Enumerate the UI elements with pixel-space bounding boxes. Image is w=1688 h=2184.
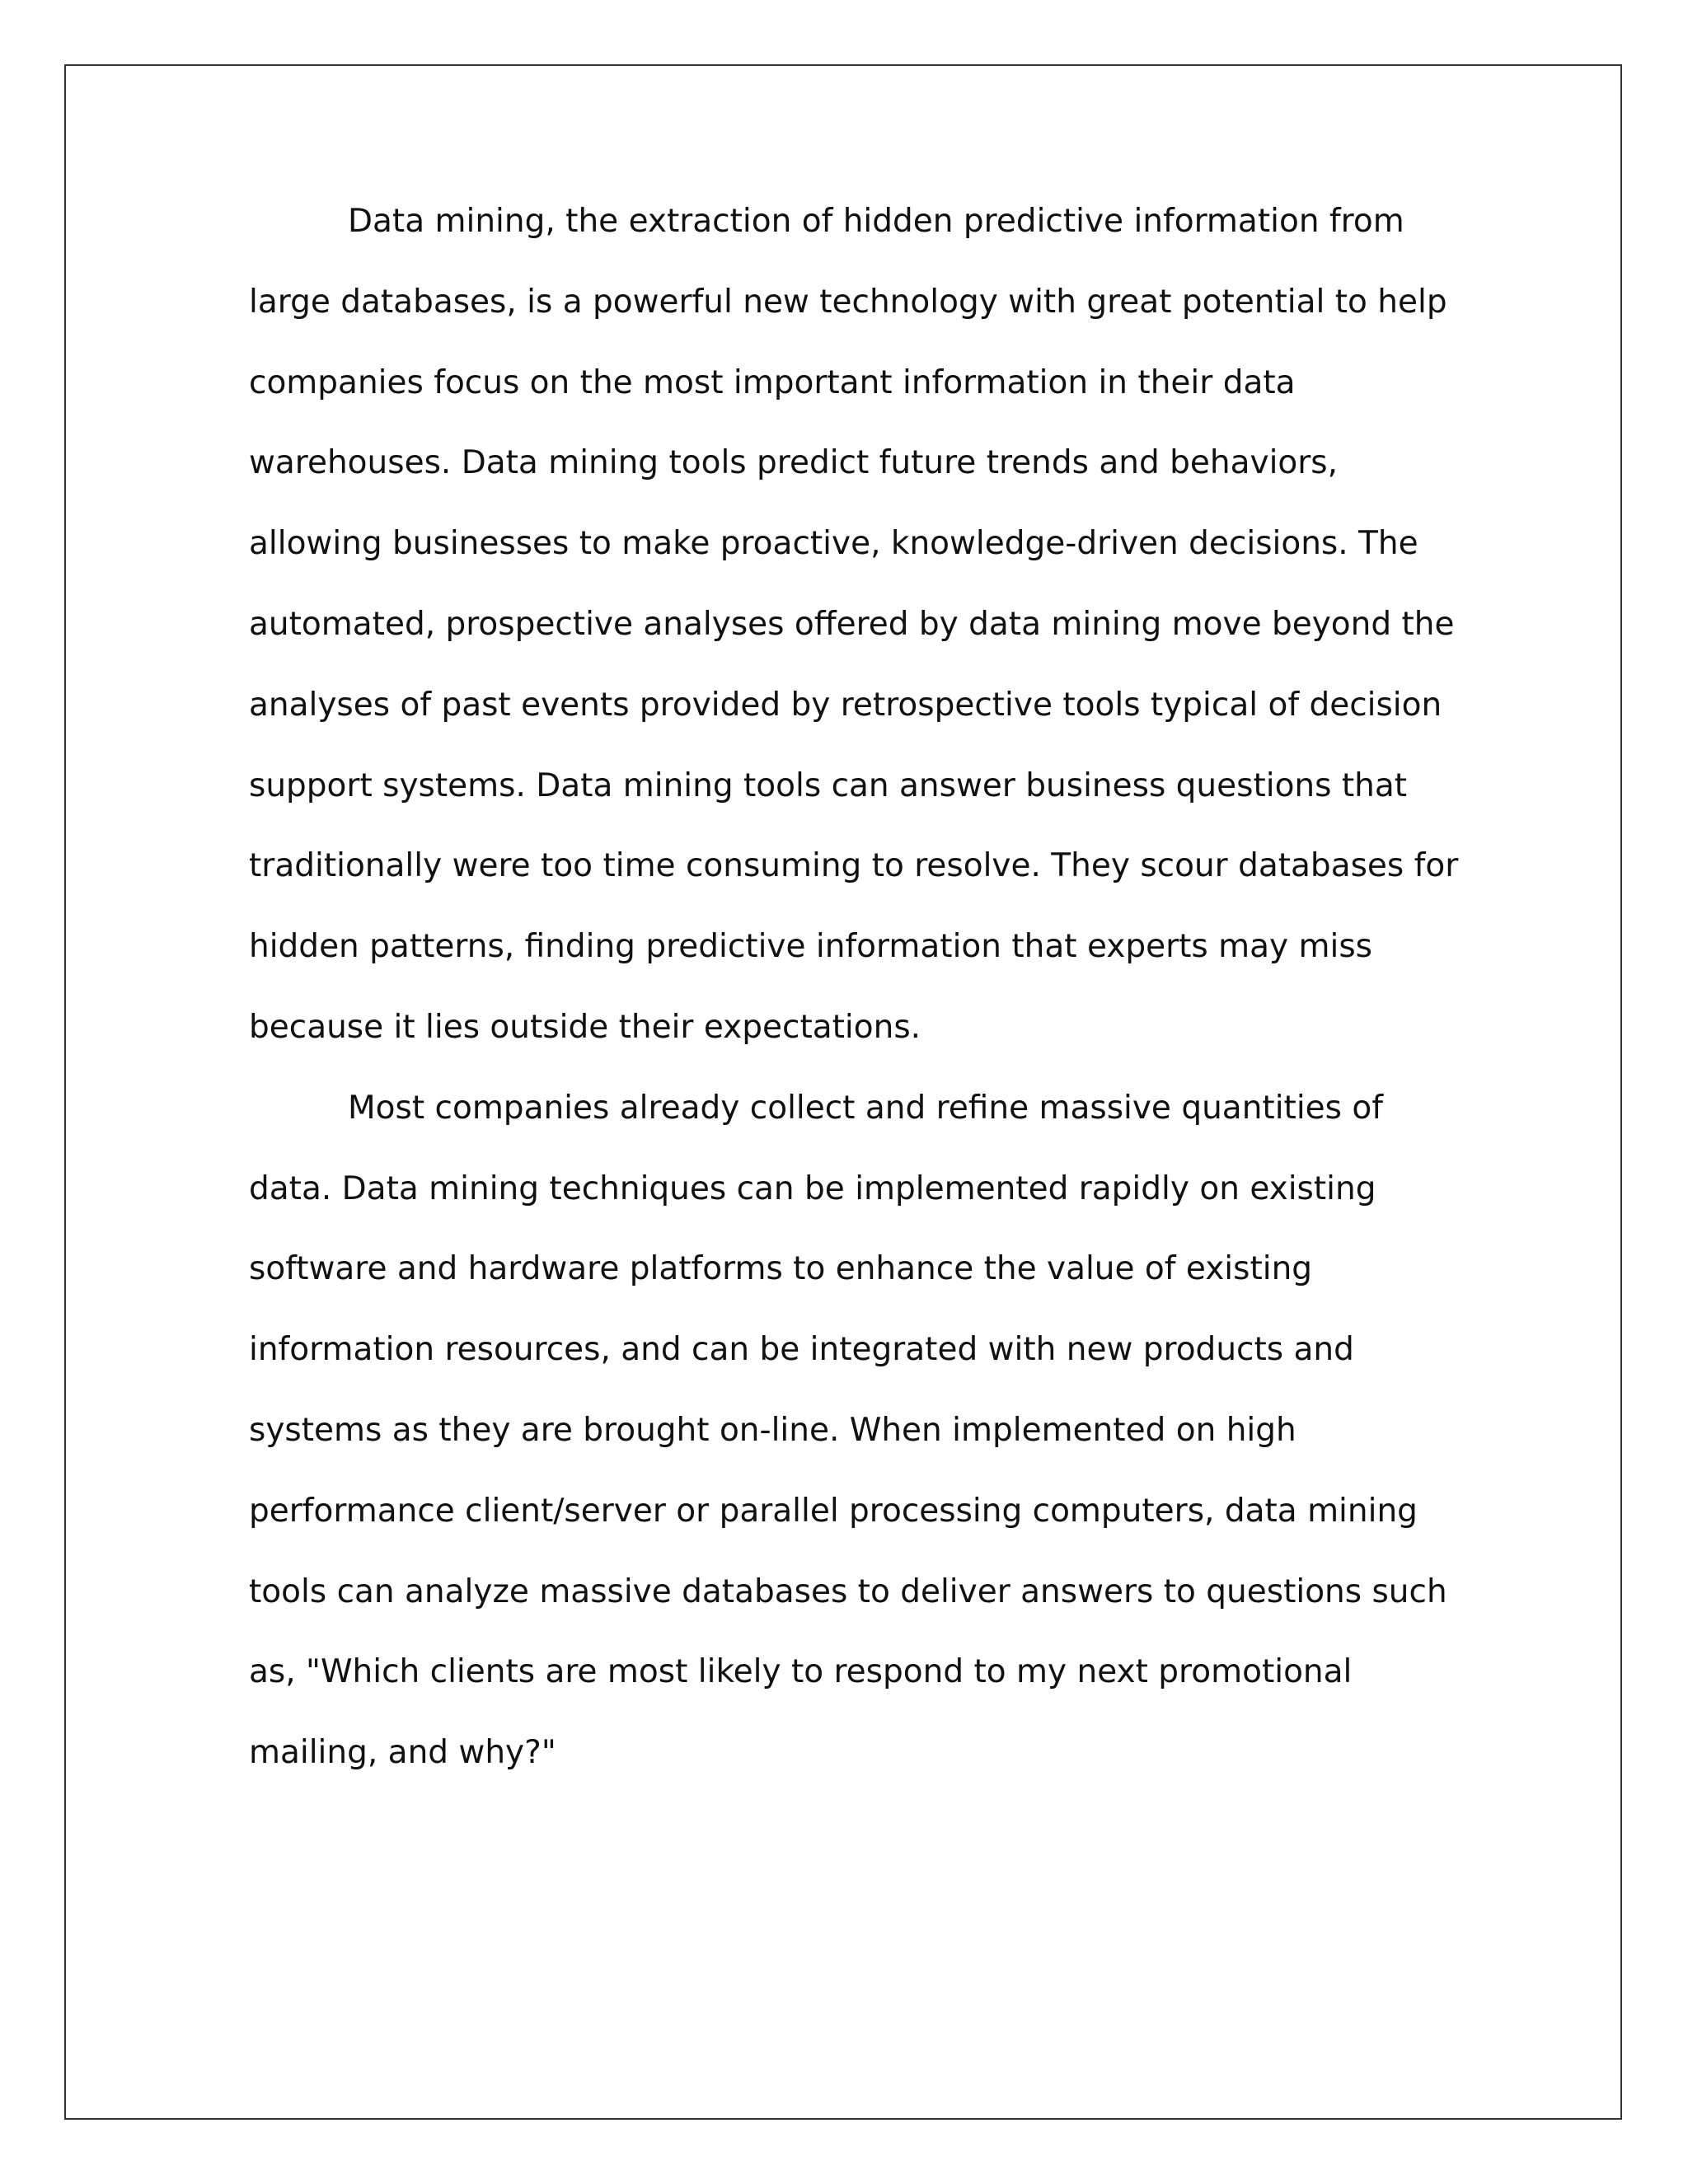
paragraph: Most companies already collect and refine massive quantities of data. Data mining techniques can be implemented rapidly on existing software and hardware platforms to enhance the value of existing information resources, and can be integrated with new products and systems as they are brought on-line. When implemented on high performance client/server or parallel processing computers, data mining tools can analyze massive databases to deliver answers to questions such as, "Which clients are most likely to respond to my next promotional mailing, and why?" — [249, 1089, 1447, 1772]
paragraph: Data mining, the extraction of hidden predictive information from large databases, is a powerful new technology with great potential to help companies focus on the most important information in their data warehouses. Data mining tools predict future trends and behaviors, allowing businesses to make proactive, knowledge-driven decisions. The automated, prospective analyses offered by data mining move beyond the analyses of past events provided by retrospective tools typical of decision support systems. Data mining tools can answer business questions that traditionally were too time consuming to resolve. They scour databases for hidden patterns, finding predictive information that experts may miss because it lies outside their expectations. — [249, 203, 1459, 1046]
document-body — [249, 181, 1461, 1793]
